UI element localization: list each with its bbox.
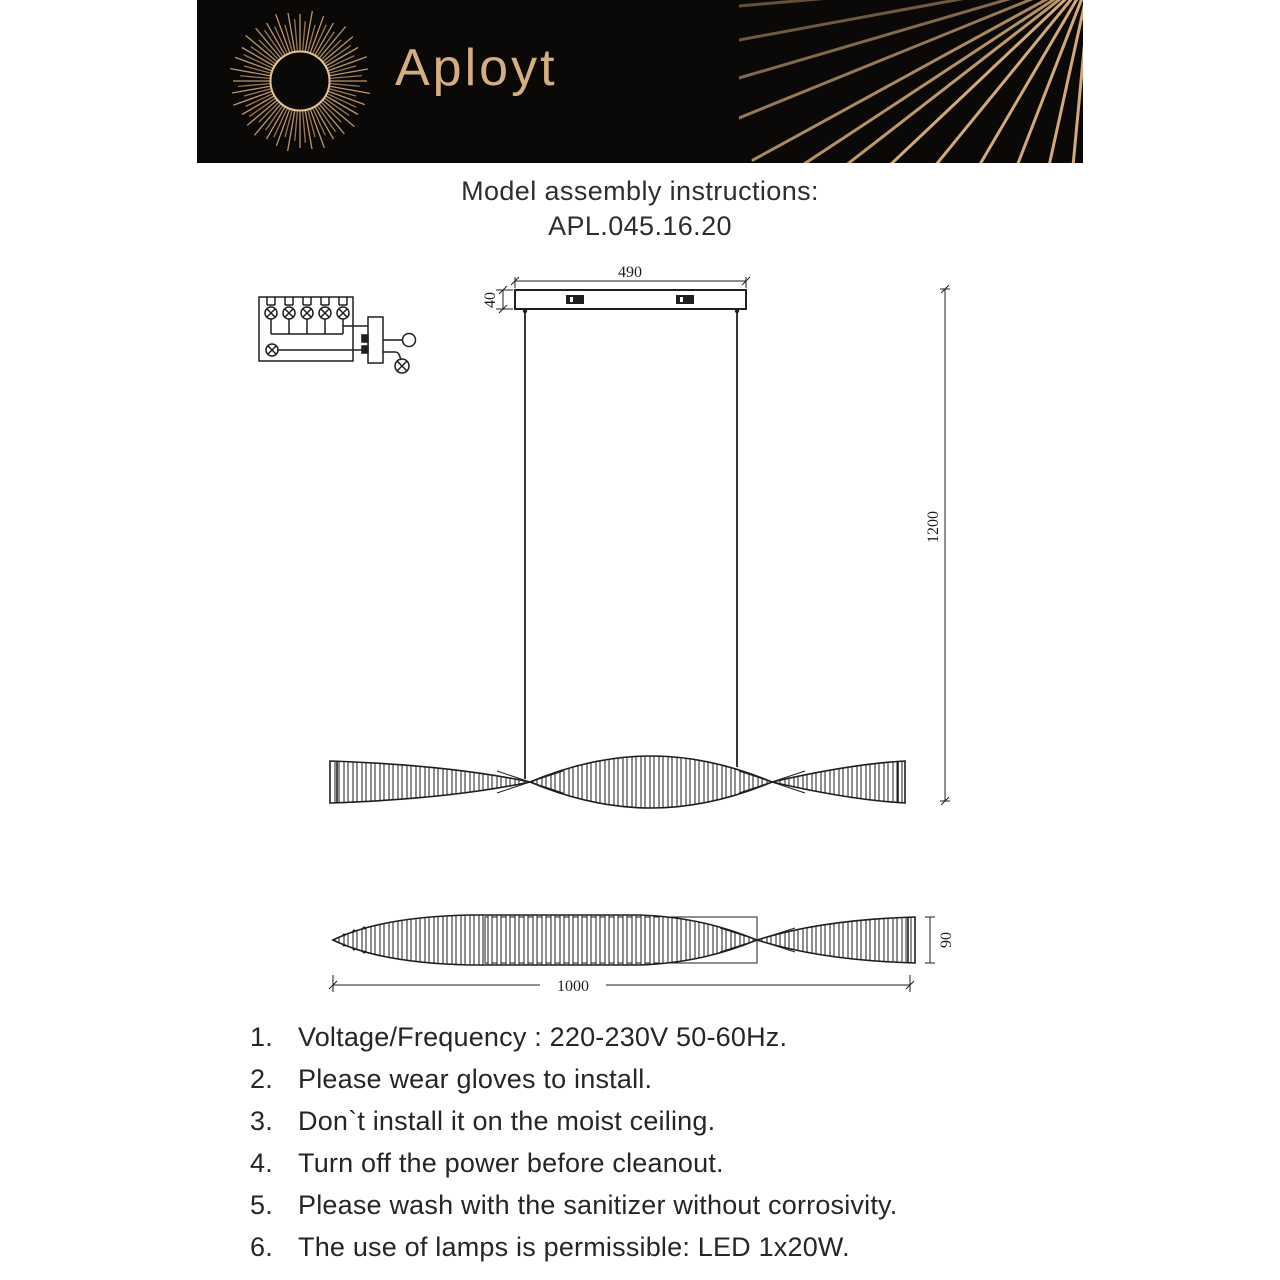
dim-fixture-length: 1000 (557, 978, 589, 995)
list-item-text: Turn off the power before cleanout. (298, 1148, 724, 1178)
list-item-number: 4. (250, 1148, 273, 1178)
list-item-text: Don`t install it on the moist ceiling. (298, 1106, 716, 1136)
dim-fixture-height: 90 (938, 932, 955, 948)
list-item (250, 1064, 1230, 1106)
page-title: Model assembly instructions: (461, 176, 819, 206)
list-item-text: The use of lamps is permissible: LED 1x20W. (298, 1232, 850, 1262)
list-item-number: 6. (250, 1232, 273, 1262)
list-item (250, 1190, 1230, 1232)
dim-suspension-drop: 1200 (925, 511, 942, 543)
list-item (250, 1022, 1230, 1064)
list-item-number: 1. (250, 1022, 273, 1052)
instruction-list (250, 1022, 1230, 1274)
dim-canopy-height: 40 (482, 292, 499, 308)
list-item-number: 3. (250, 1106, 273, 1136)
list-item (250, 1106, 1230, 1148)
model-number: APL.045.16.20 (548, 211, 732, 241)
list-item-number: 5. (250, 1190, 273, 1220)
brand-name: Aployt (395, 39, 558, 97)
list-item (250, 1148, 1230, 1190)
gold-rays-decoration-icon (739, 0, 1083, 163)
list-item-text: Please wash with the sanitizer without corrosivity. (298, 1190, 898, 1220)
sunburst-logo-icon (225, 2, 375, 160)
brand-banner (197, 0, 1083, 163)
side-view-drawing (300, 888, 980, 1010)
list-item-number: 2. (250, 1064, 273, 1094)
list-item (250, 1232, 1230, 1274)
front-view-drawing (300, 255, 980, 830)
dim-canopy-width: 490 (618, 264, 642, 281)
list-item-text: Voltage/Frequency : 220-230V 50-60Hz. (298, 1022, 788, 1052)
list-item-text: Please wear gloves to install. (298, 1064, 653, 1094)
